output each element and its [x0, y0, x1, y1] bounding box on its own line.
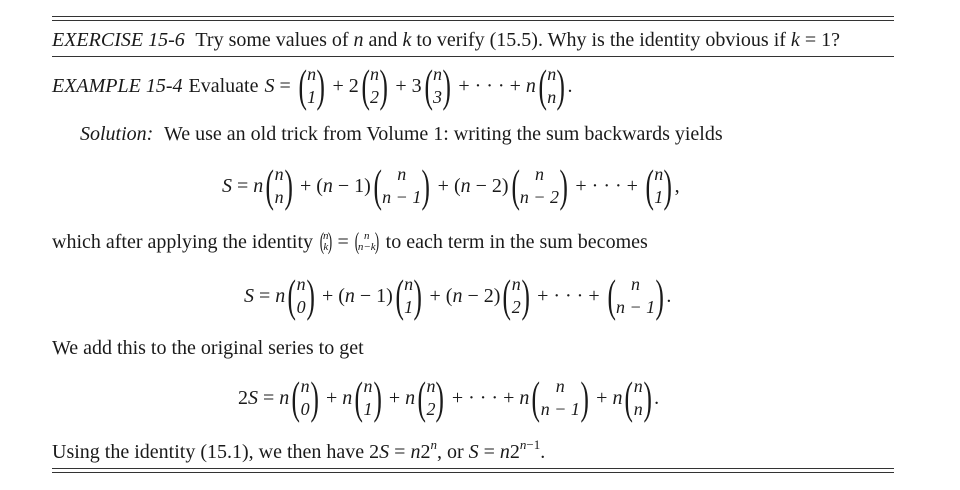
identity-text-before: which after applying the identity [52, 231, 314, 253]
add-paragraph: We add this to the original series to get [52, 337, 364, 359]
exercise-text: Try some values of n and k to verify (15.5). Why is the identity obvious if k = 1? [195, 29, 840, 51]
example-equation: S = ( n 1 ) + 2 ( n 2 ) + 3 ( n 3 ) + · · · + n ( n n ) . [264, 60, 573, 111]
conclusion-line: Using the identity (15.1), we then have $2S = n2^n$, or $S = n2^{n-1}$. [52, 437, 546, 463]
example-text: Evaluate [188, 75, 259, 97]
identity-text-after: to each term in the sum becomes [385, 231, 648, 253]
exercise-line [52, 30, 840, 50]
solution-line [80, 124, 723, 144]
exercise-rule [52, 56, 894, 57]
equation-sum: 2 S = n ( n 0 ) + n ( n 1 ) + n ( n 2 ) + · · · + n ( n n − 1 ) + n ( n n ) . [238, 372, 660, 423]
top-rule [52, 16, 894, 17]
identity-paragraph [52, 230, 648, 254]
equation-backwards: S = n ( n n ) + ( n − 1) ( n n − 1 ) + ( n − 2) ( n n − 2 ) + · · · + ( n 1 ) , [222, 160, 680, 211]
solution-label: Solution: [80, 123, 154, 145]
bottom-rule [52, 468, 894, 469]
example-label: EXAMPLE 15-4 [52, 75, 183, 97]
example-line [52, 60, 573, 112]
bottom-rule-inner [52, 472, 894, 473]
inline-identity: ( n k ) = ( n n−k ) [319, 229, 379, 255]
top-rule-inner [52, 20, 894, 21]
solution-text: We use an old trick from Volume 1: writing the sum backwards yields [163, 123, 723, 145]
exercise-label: EXERCISE 15-6 [52, 29, 185, 51]
equation-rewritten: S = n ( n 0 ) + ( n − 1) ( n 1 ) + ( n − 2) ( n 2 ) + · · · + ( n n − 1 ) . [244, 270, 672, 321]
